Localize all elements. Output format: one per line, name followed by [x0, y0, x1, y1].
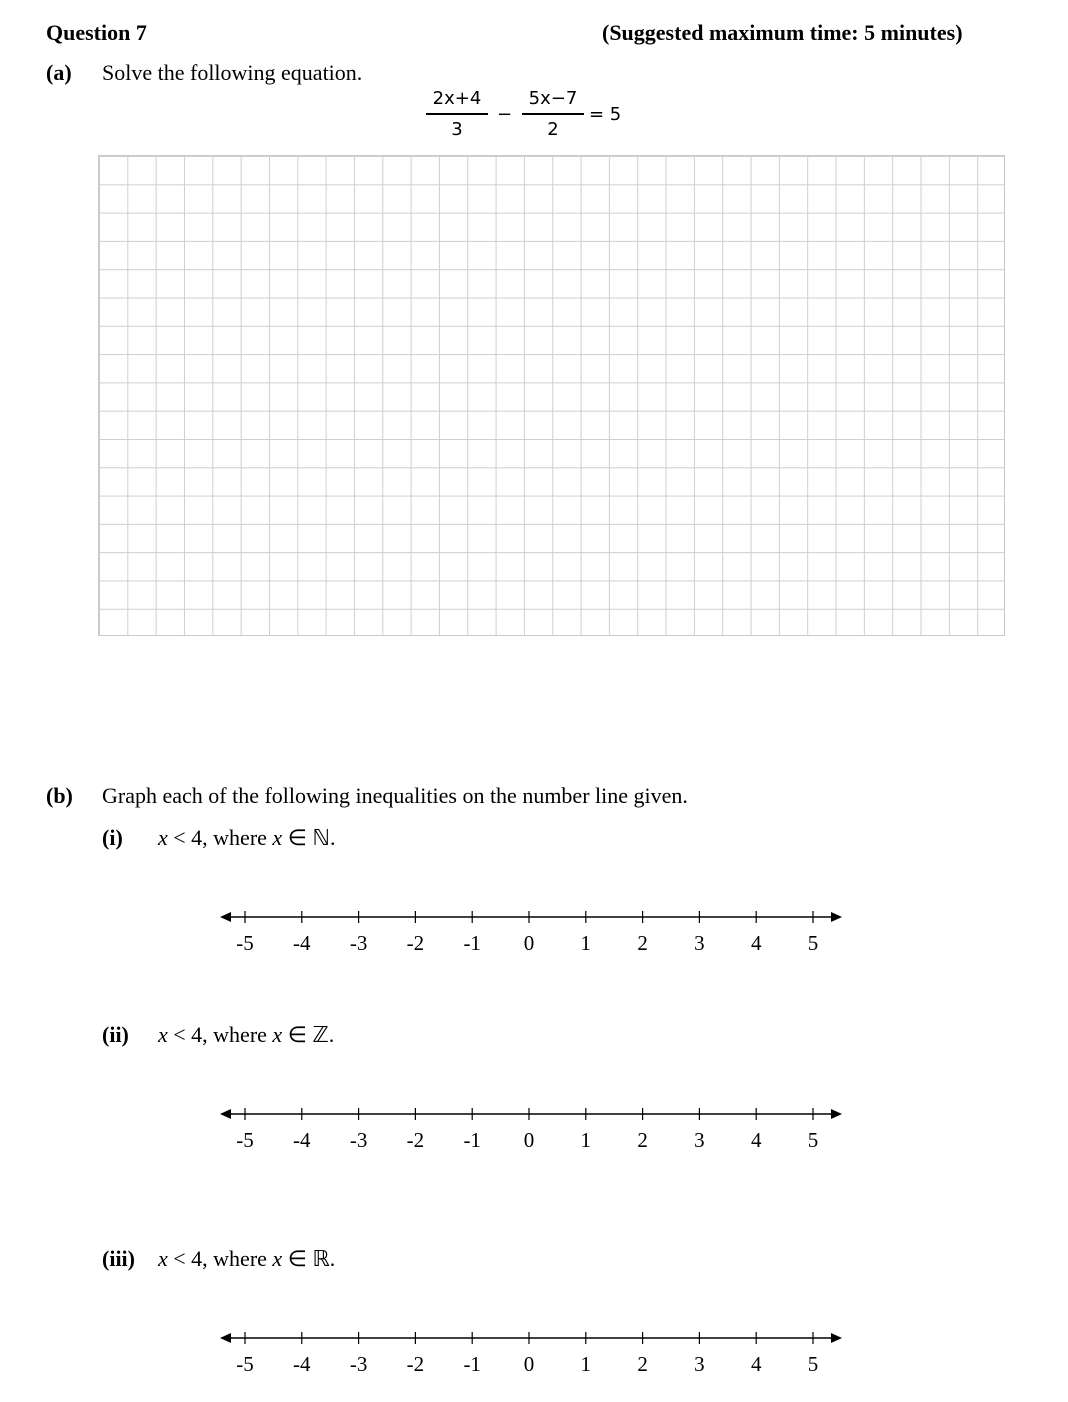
tick-label: -5 — [236, 931, 254, 955]
item-iii-var: x — [272, 1246, 283, 1271]
number-line-ii[interactable] — [0, 1102, 1068, 1162]
tick-label: -3 — [349, 1128, 368, 1152]
left-arrow-icon — [220, 912, 231, 922]
fraction-2-numerator: 5x−7 — [528, 88, 578, 109]
tick-label: 0 — [523, 931, 535, 955]
fraction-1 — [426, 88, 488, 140]
right-arrow-icon — [831, 1333, 842, 1343]
number-line-axis — [0, 1326, 1068, 1356]
item-i-lhs: x — [158, 825, 168, 850]
item-iii-label: (iii) — [102, 1246, 135, 1271]
fraction-2 — [522, 88, 584, 140]
equation-rhs: = 5 — [589, 104, 622, 125]
part-a-label: (a) — [46, 60, 72, 85]
tick-label: -1 — [463, 1352, 481, 1376]
question-title: Question 7 — [46, 20, 147, 45]
tick-label: 5 — [807, 931, 819, 955]
item-ii-lhs: x — [158, 1022, 168, 1047]
tick-label: 0 — [523, 1352, 535, 1376]
tick-label: 1 — [580, 1128, 592, 1152]
tick-label: -4 — [293, 1352, 311, 1376]
tick-label: -2 — [406, 1128, 425, 1152]
tick-label: -1 — [463, 931, 481, 955]
number-line-i[interactable] — [0, 905, 1068, 965]
tick-label: 4 — [750, 1128, 762, 1152]
tick-label: 5 — [807, 1128, 819, 1152]
tick-label: 2 — [637, 1352, 648, 1376]
number-line-iii[interactable] — [0, 1326, 1068, 1386]
number-line-axis — [0, 905, 1068, 935]
right-arrow-icon — [831, 912, 842, 922]
tick-label: -2 — [406, 1352, 425, 1376]
tick-label: -4 — [293, 931, 311, 955]
item-ii-rel: < 4, where — [167, 1022, 273, 1047]
fraction-2-denominator: 2 — [547, 119, 559, 140]
tick-label: 2 — [637, 931, 648, 955]
tick-label: -5 — [236, 1128, 254, 1152]
part-b-label: (b) — [46, 783, 73, 808]
tick-label: 1 — [580, 931, 592, 955]
item-ii-set: ∈ ℤ. — [282, 1022, 335, 1047]
tick-label: 5 — [807, 1352, 819, 1376]
item-ii-inequality — [158, 1022, 334, 1048]
item-i-label: (i) — [102, 825, 123, 850]
item-ii-label: (ii) — [102, 1022, 129, 1047]
tick-label: 3 — [694, 1352, 705, 1376]
tick-label: 0 — [523, 1128, 535, 1152]
tick-label: -2 — [406, 931, 425, 955]
item-i-rel: < 4, where — [167, 825, 273, 850]
item-i-inequality — [158, 825, 335, 851]
fraction-1-denominator: 3 — [451, 119, 463, 140]
equation-minus: − — [497, 104, 513, 125]
tick-label: 4 — [750, 931, 762, 955]
answer-grid[interactable] — [98, 155, 1005, 636]
part-b-instruction: Graph each of the following inequalities on the number line given. — [102, 783, 688, 808]
item-iii-set: ∈ ℝ. — [282, 1246, 336, 1271]
tick-label: -3 — [349, 1352, 368, 1376]
item-iii-lhs: x — [158, 1246, 168, 1271]
left-arrow-icon — [220, 1333, 231, 1343]
suggested-time: (Suggested maximum time: 5 minutes) — [602, 20, 963, 45]
fraction-1-numerator: 2x+4 — [432, 88, 482, 109]
tick-label: 4 — [750, 1352, 762, 1376]
number-line-axis — [0, 1102, 1068, 1132]
right-arrow-icon — [831, 1109, 842, 1119]
tick-label: 1 — [580, 1352, 592, 1376]
left-arrow-icon — [220, 1109, 231, 1119]
item-i-var: x — [272, 825, 283, 850]
tick-label: -4 — [293, 1128, 311, 1152]
tick-label: 3 — [694, 931, 705, 955]
item-iii-inequality — [158, 1246, 335, 1272]
item-iii-rel: < 4, where — [167, 1246, 273, 1271]
tick-label: 3 — [694, 1128, 705, 1152]
tick-label: -3 — [349, 931, 368, 955]
part-a-instruction: Solve the following equation. — [102, 60, 363, 85]
item-i-set: ∈ ℕ. — [282, 825, 336, 850]
tick-label: -5 — [236, 1352, 254, 1376]
item-ii-var: x — [272, 1022, 283, 1047]
tick-label: 2 — [637, 1128, 648, 1152]
tick-label: -1 — [463, 1128, 481, 1152]
